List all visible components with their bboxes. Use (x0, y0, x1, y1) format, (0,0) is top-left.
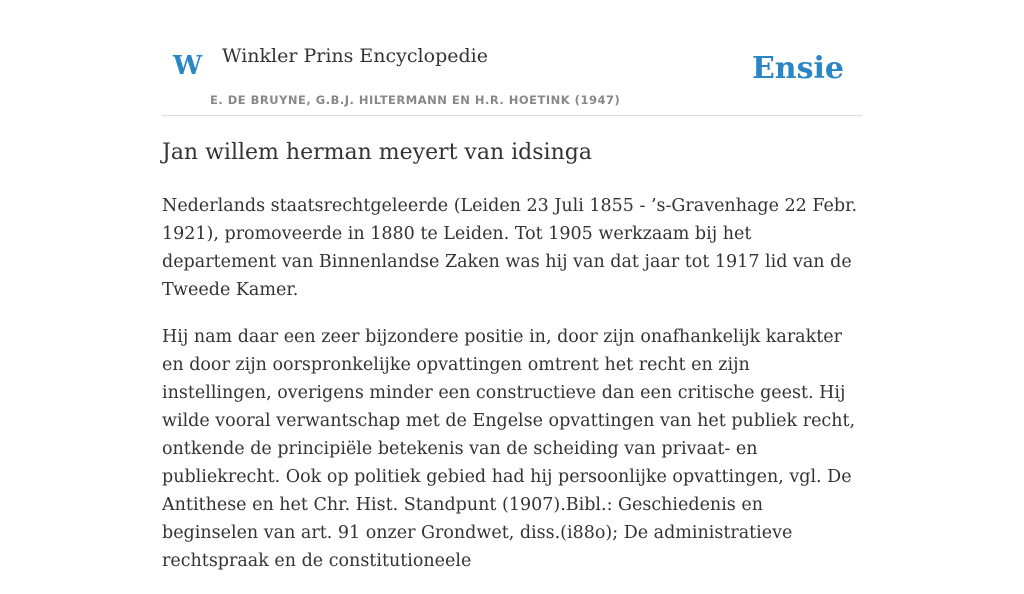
article-paragraph: Hij nam daar een zeer bijzondere positie in, door zijn onafhankelijk karakter en door zijn oorspronkelijke opvattingen omtrent het recht en zijn instellingen, overigens minder een constructieve dan een critische geest. Hij wilde vooral verwantschap met de Engelse opvattingen van het publiek recht, ontkende de principiële betekenis van de scheiding van privaat- en publiekrecht. Ook op politiek gebied had hij persoonlijke opvattingen, vgl. De Antithese en het Chr. Hist. Standpunt (1907).Bibl.: Geschiedenis en beginselen van art. 91 onzer Grondwet, diss.(i88o); De administratieve rechtspraak en de constitutioneele (162, 327, 856, 571)
article-title: Jan willem herman meyert van idsinga (162, 140, 592, 165)
source-authors: E. DE BRUYNE, G.B.J. HILTERMANN EN H.R. HOETINK (1947) (210, 93, 621, 107)
article-paragraph: Nederlands staatsrechtgeleerde (Leiden 23 Juli 1855 - ’s-Gravenhage 22 Febr. 1921), promoveerde in 1880 te Leiden. Tot 1905 werkzaam bij het departement van Binnenlandse Zaken was hij van dat jaar tot 1917 lid van de Tweede Kamer. (162, 196, 858, 300)
winkler-prins-logo-icon[interactable]: W (173, 51, 203, 81)
ensie-logo[interactable]: Ensie (751, 51, 844, 86)
article-body (162, 192, 862, 594)
site-header (162, 40, 862, 116)
site-title[interactable]: Winkler Prins Encyclopedie (222, 45, 488, 67)
